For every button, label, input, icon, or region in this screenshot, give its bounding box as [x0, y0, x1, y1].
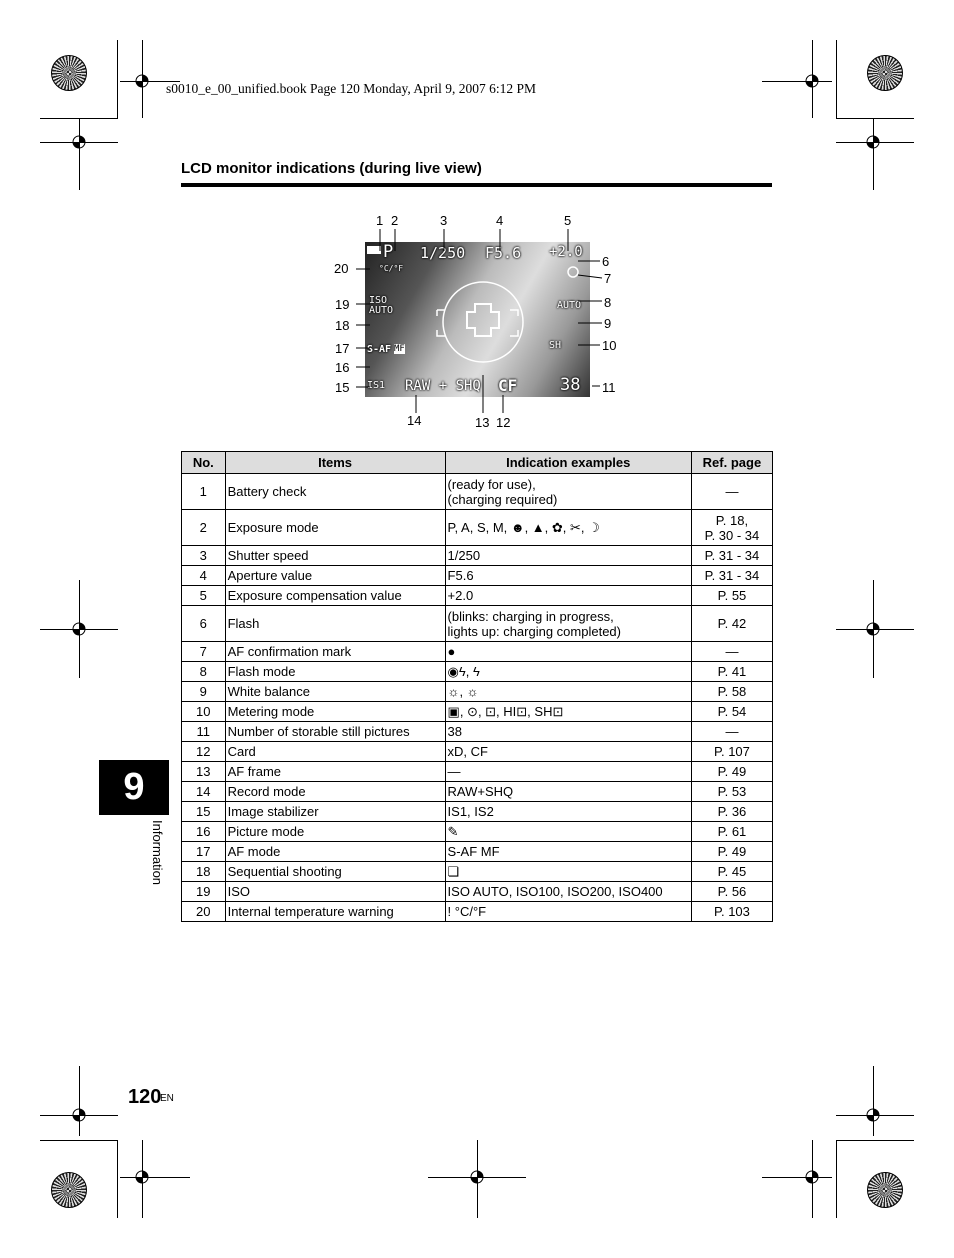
table-row: [182, 566, 773, 586]
row-number: 3: [182, 546, 226, 566]
callout-17: 17: [335, 341, 350, 356]
table-row: [182, 902, 773, 922]
col-header-items: Items: [225, 452, 445, 474]
row-example: (ready for use), (charging required): [445, 474, 691, 510]
row-ref: P. 18, P. 30 - 34: [691, 510, 772, 546]
row-item: Image stabilizer: [225, 802, 445, 822]
registration-mark-icon: [466, 1166, 488, 1188]
row-number: 1: [182, 474, 226, 510]
row-ref: P. 31 - 34: [691, 566, 772, 586]
row-example: ▣, ⊙, ⊡, HI⊡, SH⊡: [445, 702, 691, 722]
row-item: Exposure compensation value: [225, 586, 445, 606]
callout-9: 9: [604, 316, 612, 331]
row-number: 5: [182, 586, 226, 606]
lcd-sh: SH: [549, 340, 562, 351]
registration-mark-icon: [862, 618, 884, 640]
row-item: AF frame: [225, 762, 445, 782]
lcd-record: RAW + SHQ: [405, 378, 481, 394]
registration-mark-icon: [801, 70, 823, 92]
row-number: 18: [182, 862, 226, 882]
row-number: 14: [182, 782, 226, 802]
callout-13: 13: [475, 415, 490, 430]
row-ref: P. 42: [691, 606, 772, 642]
row-item: White balance: [225, 682, 445, 702]
row-ref: P. 54: [691, 702, 772, 722]
row-example: ❏: [445, 862, 691, 882]
row-example: ! °C/°F: [445, 902, 691, 922]
row-item: Number of storable still pictures: [225, 722, 445, 742]
row-item: Picture mode: [225, 822, 445, 842]
table-row: [182, 702, 773, 722]
table-row: [182, 722, 773, 742]
callout-18: 18: [335, 318, 350, 333]
registration-mark-icon: [68, 1104, 90, 1126]
callout-15: 15: [335, 380, 350, 395]
callout-12: 12: [496, 415, 511, 430]
row-item: Sequential shooting: [225, 862, 445, 882]
table-row: [182, 682, 773, 702]
callout-19: 19: [335, 297, 350, 312]
lcd-comp: +2.0: [549, 244, 583, 260]
row-number: 8: [182, 662, 226, 682]
registration-mark-icon: [131, 1166, 153, 1188]
row-number: 12: [182, 742, 226, 762]
row-ref: P. 55: [691, 586, 772, 606]
row-item: Card: [225, 742, 445, 762]
col-header-no: No.: [182, 452, 226, 474]
callout-4: 4: [496, 213, 504, 228]
table-row: [182, 606, 773, 642]
row-ref: P. 107: [691, 742, 772, 762]
row-number: 16: [182, 822, 226, 842]
row-item: Record mode: [225, 782, 445, 802]
table-row: [182, 842, 773, 862]
table-row: [182, 762, 773, 782]
row-number: 9: [182, 682, 226, 702]
row-ref: P. 61: [691, 822, 772, 842]
row-item: Flash mode: [225, 662, 445, 682]
row-item: AF confirmation mark: [225, 642, 445, 662]
row-example: ISO AUTO, ISO100, ISO200, ISO400: [445, 882, 691, 902]
row-ref: P. 58: [691, 682, 772, 702]
row-example: IS1, IS2: [445, 802, 691, 822]
chapter-tab: 9: [99, 760, 169, 815]
row-ref: P. 31 - 34: [691, 546, 772, 566]
row-item: Metering mode: [225, 702, 445, 722]
page-language: EN: [160, 1093, 174, 1104]
lcd-card: CF: [498, 376, 518, 395]
lcd-shutter: 1/250: [420, 244, 466, 262]
row-item: Internal temperature warning: [225, 902, 445, 922]
indications-table: [181, 451, 773, 922]
starburst-target-icon: [867, 1172, 903, 1208]
row-ref: P. 49: [691, 762, 772, 782]
lcd-shots: 38: [560, 375, 581, 395]
registration-mark-icon: [801, 1166, 823, 1188]
row-example: 38: [445, 722, 691, 742]
lcd-iso: ISO AUTO: [369, 295, 394, 316]
row-ref: P. 49: [691, 842, 772, 862]
row-example: ◉ϟ, ϟ: [445, 662, 691, 682]
row-example: 1/250: [445, 546, 691, 566]
lcd-is: IS1: [367, 380, 386, 391]
callout-2: 2: [391, 213, 399, 228]
lcd-flash-auto: AUTO: [557, 300, 582, 311]
row-example: ☼, ☼: [445, 682, 691, 702]
row-item: Battery check: [225, 474, 445, 510]
starburst-target-icon: [867, 55, 903, 91]
section-title: LCD monitor indications (during live view): [181, 160, 482, 177]
row-number: 13: [182, 762, 226, 782]
table-row: [182, 822, 773, 842]
row-example: S-AF MF: [445, 842, 691, 862]
row-ref: —: [691, 642, 772, 662]
row-example: (blinks: charging in progress, lights up: charging completed): [445, 606, 691, 642]
row-example: xD, CF: [445, 742, 691, 762]
registration-mark-icon: [862, 1104, 884, 1126]
callout-5: 5: [564, 213, 572, 228]
callout-10: 10: [602, 338, 617, 353]
lcd-aperture: F5.6: [485, 244, 522, 262]
row-item: Aperture value: [225, 566, 445, 586]
registration-mark-icon: [131, 70, 153, 92]
row-ref: P. 103: [691, 902, 772, 922]
row-number: 20: [182, 902, 226, 922]
row-ref: P. 41: [691, 662, 772, 682]
lcd-af: S-AF: [367, 344, 392, 355]
table-row: [182, 474, 773, 510]
title-rule: [181, 183, 772, 187]
registration-mark-icon: [68, 618, 90, 640]
table-body: [182, 474, 773, 922]
callout-1: 1: [376, 213, 384, 228]
callout-14: 14: [407, 413, 422, 428]
row-number: 19: [182, 882, 226, 902]
row-ref: P. 53: [691, 782, 772, 802]
row-ref: P. 36: [691, 802, 772, 822]
table-row: [182, 862, 773, 882]
row-ref: —: [691, 474, 772, 510]
callout-20: 20: [334, 261, 349, 276]
row-number: 4: [182, 566, 226, 586]
row-ref: P. 45: [691, 862, 772, 882]
col-header-examples: Indication examples: [445, 452, 691, 474]
callout-7: 7: [604, 271, 612, 286]
row-example: P, A, S, M, ☻, ▲, ✿, ✂, ☽: [445, 510, 691, 546]
table-row: [182, 742, 773, 762]
registration-mark-icon: [68, 131, 90, 153]
row-example: F5.6: [445, 566, 691, 586]
book-header-line: s0010_e_00_unified.book Page 120 Monday, April 9, 2007 6:12 PM: [166, 81, 536, 96]
table-header-row: [182, 452, 773, 474]
row-number: 2: [182, 510, 226, 546]
row-example: RAW+SHQ: [445, 782, 691, 802]
table-row: [182, 662, 773, 682]
starburst-target-icon: [51, 55, 87, 91]
callout-leader-lines: [330, 225, 620, 420]
row-item: Exposure mode: [225, 510, 445, 546]
lcd-temp: °C/°F: [379, 264, 404, 273]
row-ref: —: [691, 722, 772, 742]
row-example: ✎: [445, 822, 691, 842]
row-number: 11: [182, 722, 226, 742]
callout-3: 3: [440, 213, 448, 228]
row-item: ISO: [225, 882, 445, 902]
row-number: 6: [182, 606, 226, 642]
row-number: 17: [182, 842, 226, 862]
table-row: [182, 642, 773, 662]
table-row: [182, 546, 773, 566]
row-item: AF mode: [225, 842, 445, 862]
row-number: 10: [182, 702, 226, 722]
table-row: [182, 802, 773, 822]
registration-mark-icon: [862, 131, 884, 153]
callout-16: 16: [335, 360, 350, 375]
callout-6: 6: [602, 254, 610, 269]
row-item: Flash: [225, 606, 445, 642]
chapter-label: Information: [150, 820, 165, 886]
row-number: 7: [182, 642, 226, 662]
row-ref: P. 56: [691, 882, 772, 902]
table-row: [182, 586, 773, 606]
starburst-target-icon: [51, 1172, 87, 1208]
row-example: ●: [445, 642, 691, 662]
col-header-ref: Ref. page: [691, 452, 772, 474]
callout-8: 8: [604, 295, 612, 310]
table-row: [182, 782, 773, 802]
row-item: Shutter speed: [225, 546, 445, 566]
page-number: 120: [128, 1086, 162, 1108]
table-row: [182, 882, 773, 902]
row-example: —: [445, 762, 691, 782]
row-example: +2.0: [445, 586, 691, 606]
lcd-mode: P: [383, 242, 394, 262]
lcd-mf: MF: [394, 344, 405, 354]
callout-11: 11: [602, 380, 616, 395]
row-number: 15: [182, 802, 226, 822]
table-row: [182, 510, 773, 546]
